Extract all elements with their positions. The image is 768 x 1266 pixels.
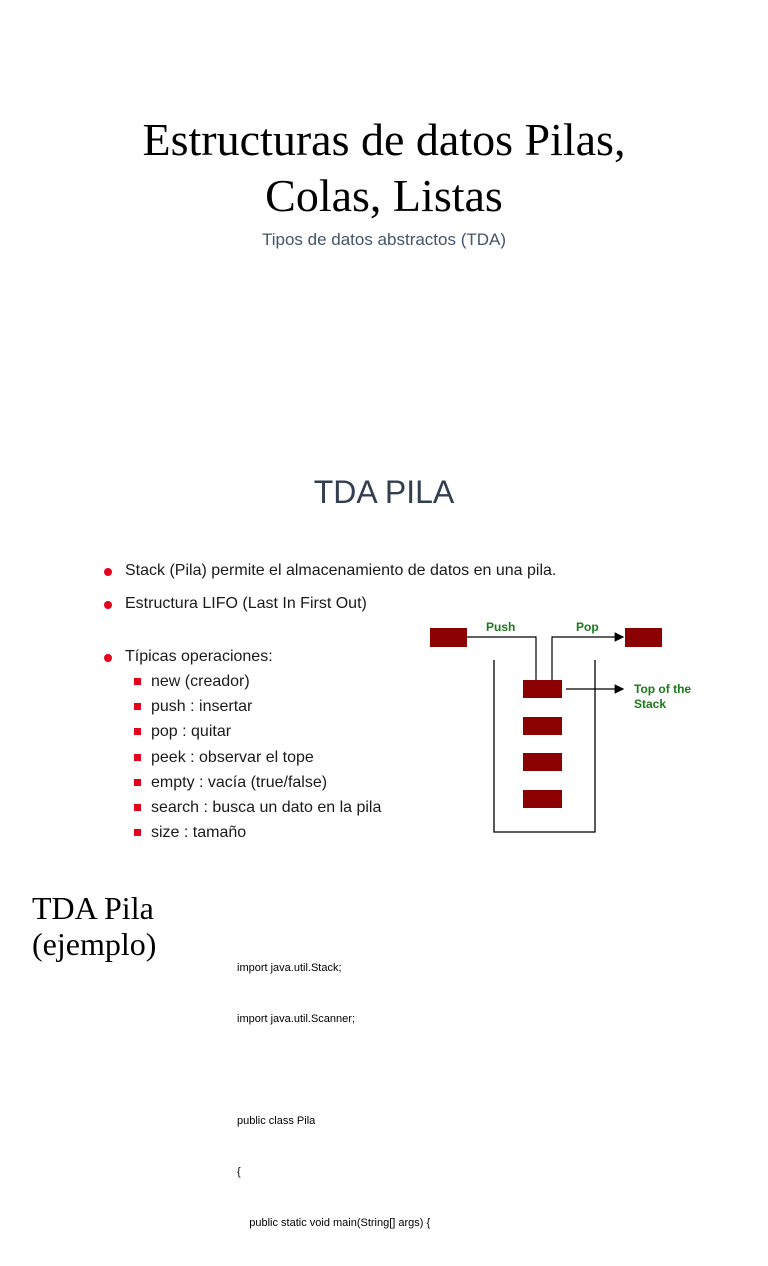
- stack-element: [523, 790, 562, 808]
- bullet-text: Típicas operaciones:: [125, 648, 273, 665]
- stack-element-top: [523, 680, 562, 698]
- operation-text: pop : quitar: [151, 723, 232, 740]
- bullet-square-icon: [134, 829, 141, 836]
- code-line: import java.util.Stack;: [237, 962, 342, 974]
- stack-diagram: [420, 610, 720, 840]
- code-line: public static void main(String[] args) {: [237, 1217, 431, 1229]
- title-line-1: Estructuras de datos Pilas,: [142, 114, 626, 165]
- stack-element: [523, 717, 562, 735]
- bullet-square-icon: [134, 754, 141, 761]
- code-line: {: [237, 1166, 241, 1178]
- code-block: [237, 926, 430, 1266]
- slide-heading: TDA PILA: [313, 474, 455, 510]
- top-label-line-2: Stack: [634, 697, 667, 711]
- bullet-square-icon: [134, 678, 141, 685]
- bullet-dot-icon: [104, 654, 112, 662]
- slide-title-heading: [0, 112, 768, 224]
- operation-text: push : insertar: [151, 698, 253, 715]
- operation-text: empty : vacía (true/false): [151, 774, 328, 791]
- bullet-square-icon: [134, 779, 141, 786]
- bullet-square-icon: [134, 804, 141, 811]
- operation-text: peek : observar el tope: [151, 749, 314, 766]
- heading-line-2: (ejemplo): [32, 926, 157, 962]
- bullet-square-icon: [134, 703, 141, 710]
- slide-tda-pila-ejemplo: [0, 860, 768, 1229]
- push-element: [430, 628, 467, 647]
- title-line-2: Colas, Listas: [265, 170, 503, 221]
- pop-element: [625, 628, 662, 647]
- bullet-text: Stack (Pila) permite el almacenamiento de datos en una pila.: [125, 562, 557, 579]
- code-line: public class Pila: [237, 1115, 316, 1127]
- operation-text: new (creador): [151, 673, 250, 690]
- top-label-line-1: Top of the: [634, 682, 692, 696]
- operation-text: search : busca un dato en la pila: [151, 799, 382, 816]
- pop-arrow: [552, 637, 623, 696]
- bullet-dot-icon: [104, 601, 112, 609]
- bullet-text: Estructura LIFO (Last In First Out): [125, 595, 367, 612]
- slide-tda-pila: [0, 430, 768, 860]
- bullet-dot-icon: [104, 568, 112, 576]
- stack-element: [523, 753, 562, 771]
- code-line: [237, 1062, 430, 1079]
- bullet-square-icon: [134, 728, 141, 735]
- heading-line-1: TDA Pila: [32, 890, 154, 926]
- slide-subtitle: Tipos de datos abstractos (TDA): [261, 230, 507, 249]
- slide-title: [0, 0, 768, 430]
- operation-text: size : tamaño: [151, 824, 247, 841]
- code-line: import java.util.Scanner;: [237, 1013, 355, 1025]
- slide-heading: [32, 890, 156, 962]
- push-label: Push: [486, 620, 516, 634]
- pop-label: Pop: [576, 620, 599, 634]
